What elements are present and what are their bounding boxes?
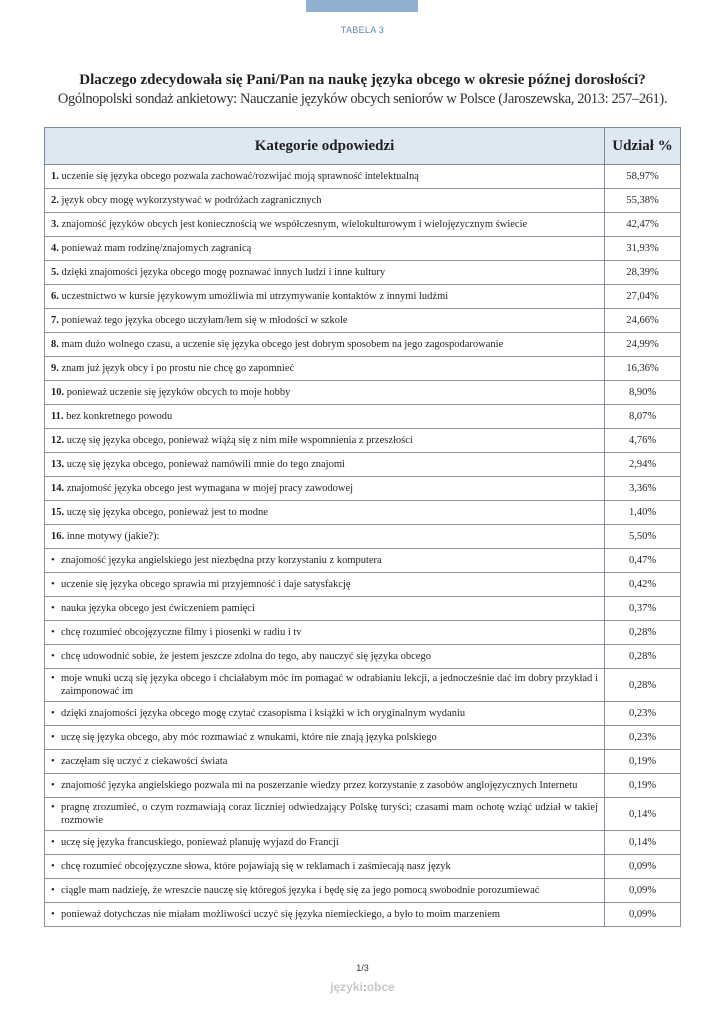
category-cell: [45, 357, 605, 381]
logo-text-right: obce: [366, 980, 395, 994]
category-cell: [45, 261, 605, 285]
row-text: język obcy mogę wykorzystywać w podróżach zagranicznych: [61, 195, 322, 206]
category-cell: [45, 189, 605, 213]
share-value: 0,23%: [605, 726, 681, 750]
row-number: 16.: [51, 531, 65, 542]
share-value: 27,04%: [605, 285, 681, 309]
share-value: 28,39%: [605, 261, 681, 285]
category-cell: [45, 621, 605, 645]
row-text: uczę się języka obcego, ponieważ namówili mnie do tego znajomi: [66, 459, 345, 470]
row-text: inne motywy (jakie?):: [66, 531, 160, 542]
row-text: ponieważ uczenie się języków obcych to moje hobby: [66, 387, 291, 398]
top-accent-bar: [306, 0, 418, 12]
column-header-share: Udział %: [605, 128, 681, 165]
category-cell: [45, 831, 605, 855]
category-cell: [45, 477, 605, 501]
logo-text-left: języki: [330, 980, 363, 994]
row-text: chcę udowodnić sobie, że jestem jeszcze zdolna do tego, aby nauczyć się języka obcego: [61, 651, 431, 662]
bullet-icon: •: [51, 555, 55, 566]
sub-row: [45, 573, 681, 597]
bullet-icon: •: [51, 802, 55, 813]
row-text: uczę się języka obcego, ponieważ wiążą się z nim miłe wspomnienia z przeszłości: [66, 435, 413, 446]
table-row: [45, 237, 681, 261]
share-value: 5,50%: [605, 525, 681, 549]
table-header-row: [45, 128, 681, 165]
category-cell: [45, 597, 605, 621]
category-cell: [45, 213, 605, 237]
share-value: 0,28%: [605, 645, 681, 669]
table-row: [45, 453, 681, 477]
bullet-icon: •: [51, 909, 55, 920]
row-text: mam dużo wolnego czasu, a uczenie się języka obcego jest dobrym sposobem na jego zagospodarowanie: [61, 339, 504, 350]
share-value: 3,36%: [605, 477, 681, 501]
category-cell: [45, 855, 605, 879]
share-value: 0,14%: [605, 831, 681, 855]
share-value: 0,19%: [605, 774, 681, 798]
sub-row: [45, 798, 681, 831]
category-cell: [45, 879, 605, 903]
row-text: uczę się języka obcego, ponieważ jest to modne: [66, 507, 268, 518]
bullet-icon: •: [51, 780, 55, 791]
category-cell: [45, 750, 605, 774]
share-value: 16,36%: [605, 357, 681, 381]
row-text: uczę się języka obcego, aby móc rozmawiać z wnukami, które nie znają języka polskiego: [61, 732, 437, 743]
category-cell: [45, 405, 605, 429]
publisher-logo: [0, 980, 725, 994]
row-text: uczestnictwo w kursie językowym umożliwia mi utrzymywanie kontaktów z innymi ludźmi: [61, 291, 449, 302]
share-value: 24,66%: [605, 309, 681, 333]
table-row: [45, 309, 681, 333]
row-text: chcę rozumieć obcojęzyczne filmy i piosenki w radiu i tv: [61, 627, 302, 638]
row-number: 7.: [51, 315, 59, 326]
category-cell: [45, 309, 605, 333]
page-subtitle: Ogólnopolski sondaż ankietowy: Nauczanie języków obcych seniorów w Polsce (Jaroszewska, 2013: 257–261).: [57, 91, 668, 107]
category-cell: [45, 165, 605, 189]
bullet-icon: •: [51, 673, 55, 684]
row-number: 5.: [51, 267, 59, 278]
row-text: ponieważ tego języka obcego uczyłam/łem się w młodości w szkole: [61, 315, 348, 326]
row-number: 4.: [51, 243, 59, 254]
share-value: 0,37%: [605, 597, 681, 621]
row-text: ciągle mam nadzieję, że wreszcie nauczę się któregoś języka i będę się za jego pomocą swobodnie porozumiewać: [61, 885, 540, 896]
sub-row: [45, 645, 681, 669]
sub-row: [45, 903, 681, 927]
sub-row: [45, 750, 681, 774]
share-value: 0,47%: [605, 549, 681, 573]
sub-row: [45, 597, 681, 621]
sub-row: [45, 774, 681, 798]
bullet-icon: •: [51, 837, 55, 848]
row-text: znajomość języka angielskiego pozwala mi na poszerzanie wiedzy przez korzystanie z zasobów anglojęzycznych Internetu: [61, 780, 578, 791]
category-cell: [45, 381, 605, 405]
category-cell: [45, 237, 605, 261]
row-text: chcę rozumieć obcojęzyczne słowa, które pojawiają się w reklamach i zaśmiecają nasz język: [61, 861, 451, 872]
table-row: [45, 501, 681, 525]
category-cell: [45, 285, 605, 309]
table-row: [45, 405, 681, 429]
table-row: [45, 357, 681, 381]
share-value: 0,09%: [605, 879, 681, 903]
category-cell: [45, 798, 605, 831]
row-text: zaczęłam się uczyć z ciekawości świata: [61, 756, 228, 767]
survey-table: [44, 127, 681, 927]
share-value: 58,97%: [605, 165, 681, 189]
sub-row: [45, 669, 681, 702]
share-value: 1,40%: [605, 501, 681, 525]
row-number: 9.: [51, 363, 59, 374]
row-text: dzięki znajomości języka obcego mogę czytać czasopisma i książki w ich oryginalnym wydaniu: [61, 708, 466, 719]
category-cell: [45, 501, 605, 525]
row-number: 1.: [51, 171, 59, 182]
share-value: 0,09%: [605, 855, 681, 879]
row-number: 2.: [51, 195, 59, 206]
bullet-icon: •: [51, 627, 55, 638]
row-text: ponieważ mam rodzinę/znajomych zagranicą: [61, 243, 252, 254]
bullet-icon: •: [51, 603, 55, 614]
sub-row: [45, 726, 681, 750]
row-text: znajomość języków obcych jest koniecznością we współczesnym, wielokulturowym i wielojęzycznym świecie: [61, 219, 528, 230]
share-value: 0,14%: [605, 798, 681, 831]
row-number: 8.: [51, 339, 59, 350]
category-cell: [45, 525, 605, 549]
row-text: nauka języka obcego jest ćwiczeniem pamięci: [61, 603, 255, 614]
bullet-icon: •: [51, 708, 55, 719]
table-row: [45, 165, 681, 189]
row-text: pragnę zrozumieć, o czym rozmawiają coraz liczniej odwiedzający Polskę turyści; czasami mam ochotę wziąć udział w takiej rozmowie: [61, 802, 598, 826]
table-row: [45, 213, 681, 237]
table-row: [45, 333, 681, 357]
row-number: 3.: [51, 219, 59, 230]
page-number: 1/3: [356, 963, 369, 973]
category-cell: [45, 429, 605, 453]
row-text: ponieważ dotychczas nie miałam możliwości uczyć się języka niemieckiego, a było to moim marzeniem: [61, 909, 501, 920]
bullet-icon: •: [51, 885, 55, 896]
category-cell: [45, 453, 605, 477]
sub-row: [45, 879, 681, 903]
bullet-icon: •: [51, 651, 55, 662]
category-cell: [45, 774, 605, 798]
share-value: 0,19%: [605, 750, 681, 774]
sub-row: [45, 549, 681, 573]
share-value: 0,09%: [605, 903, 681, 927]
row-number: 14.: [51, 483, 65, 494]
row-number: 15.: [51, 507, 65, 518]
table-row: [45, 381, 681, 405]
category-cell: [45, 726, 605, 750]
category-cell: [45, 669, 605, 702]
row-text: uczenie się języka obcego sprawia mi przyjemność i daje satysfakcję: [61, 579, 351, 590]
category-cell: [45, 573, 605, 597]
share-value: 0,28%: [605, 669, 681, 702]
table-row: [45, 285, 681, 309]
row-number: 10.: [51, 387, 65, 398]
share-value: 8,07%: [605, 405, 681, 429]
share-value: 0,23%: [605, 702, 681, 726]
page-title: Dlaczego zdecydowała się Pani/Pan na naukę języka obcego w okresie późnej dorosłości?: [79, 72, 646, 88]
category-cell: [45, 903, 605, 927]
sub-row: [45, 855, 681, 879]
share-value: 55,38%: [605, 189, 681, 213]
category-cell: [45, 702, 605, 726]
share-value: 31,93%: [605, 237, 681, 261]
row-number: 11.: [51, 411, 64, 422]
bullet-icon: •: [51, 861, 55, 872]
row-number: 13.: [51, 459, 65, 470]
table-row: [45, 429, 681, 453]
row-text: znajomość języka angielskiego jest niezbędna przy korzystaniu z komputera: [61, 555, 382, 566]
sub-row: [45, 621, 681, 645]
column-header-category: Kategorie odpowiedzi: [45, 128, 605, 165]
row-number: 6.: [51, 291, 59, 302]
share-value: 42,47%: [605, 213, 681, 237]
row-text: dzięki znajomości języka obcego mogę poznawać innych ludzi i inne kultury: [61, 267, 386, 278]
row-number: 12.: [51, 435, 65, 446]
table-row: [45, 477, 681, 501]
row-text: uczenie się języka obcego pozwala zachować/rozwijać moją sprawność intelektualną: [61, 171, 419, 182]
share-value: 0,28%: [605, 621, 681, 645]
share-value: 2,94%: [605, 453, 681, 477]
share-value: 0,42%: [605, 573, 681, 597]
sub-row: [45, 702, 681, 726]
table-row: [45, 525, 681, 549]
row-text: znam już język obcy i po prostu nie chcę go zapomnieć: [61, 363, 295, 374]
row-text: znajomość języka obcego jest wymagana w mojej pracy zawodowej: [66, 483, 354, 494]
row-text: uczę się języka francuskiego, ponieważ planuję wyjazd do Francji: [61, 837, 339, 848]
bullet-icon: •: [51, 732, 55, 743]
sub-row: [45, 831, 681, 855]
bullet-icon: •: [51, 579, 55, 590]
table-label: TABELA 3: [340, 25, 385, 35]
share-value: 24,99%: [605, 333, 681, 357]
share-value: 8,90%: [605, 381, 681, 405]
table-row: [45, 261, 681, 285]
row-text: bez konkretnego powodu: [66, 411, 173, 422]
bullet-icon: •: [51, 756, 55, 767]
category-cell: [45, 549, 605, 573]
table-row: [45, 189, 681, 213]
category-cell: [45, 645, 605, 669]
share-value: 4,76%: [605, 429, 681, 453]
category-cell: [45, 333, 605, 357]
logo-separator: :: [362, 980, 367, 994]
row-text: moje wnuki uczą się języka obcego i chciałabym móc im pomagać w odrabianiu lekcji, a jednocześnie dać im dobry przykład i zaimponować im: [61, 673, 598, 697]
